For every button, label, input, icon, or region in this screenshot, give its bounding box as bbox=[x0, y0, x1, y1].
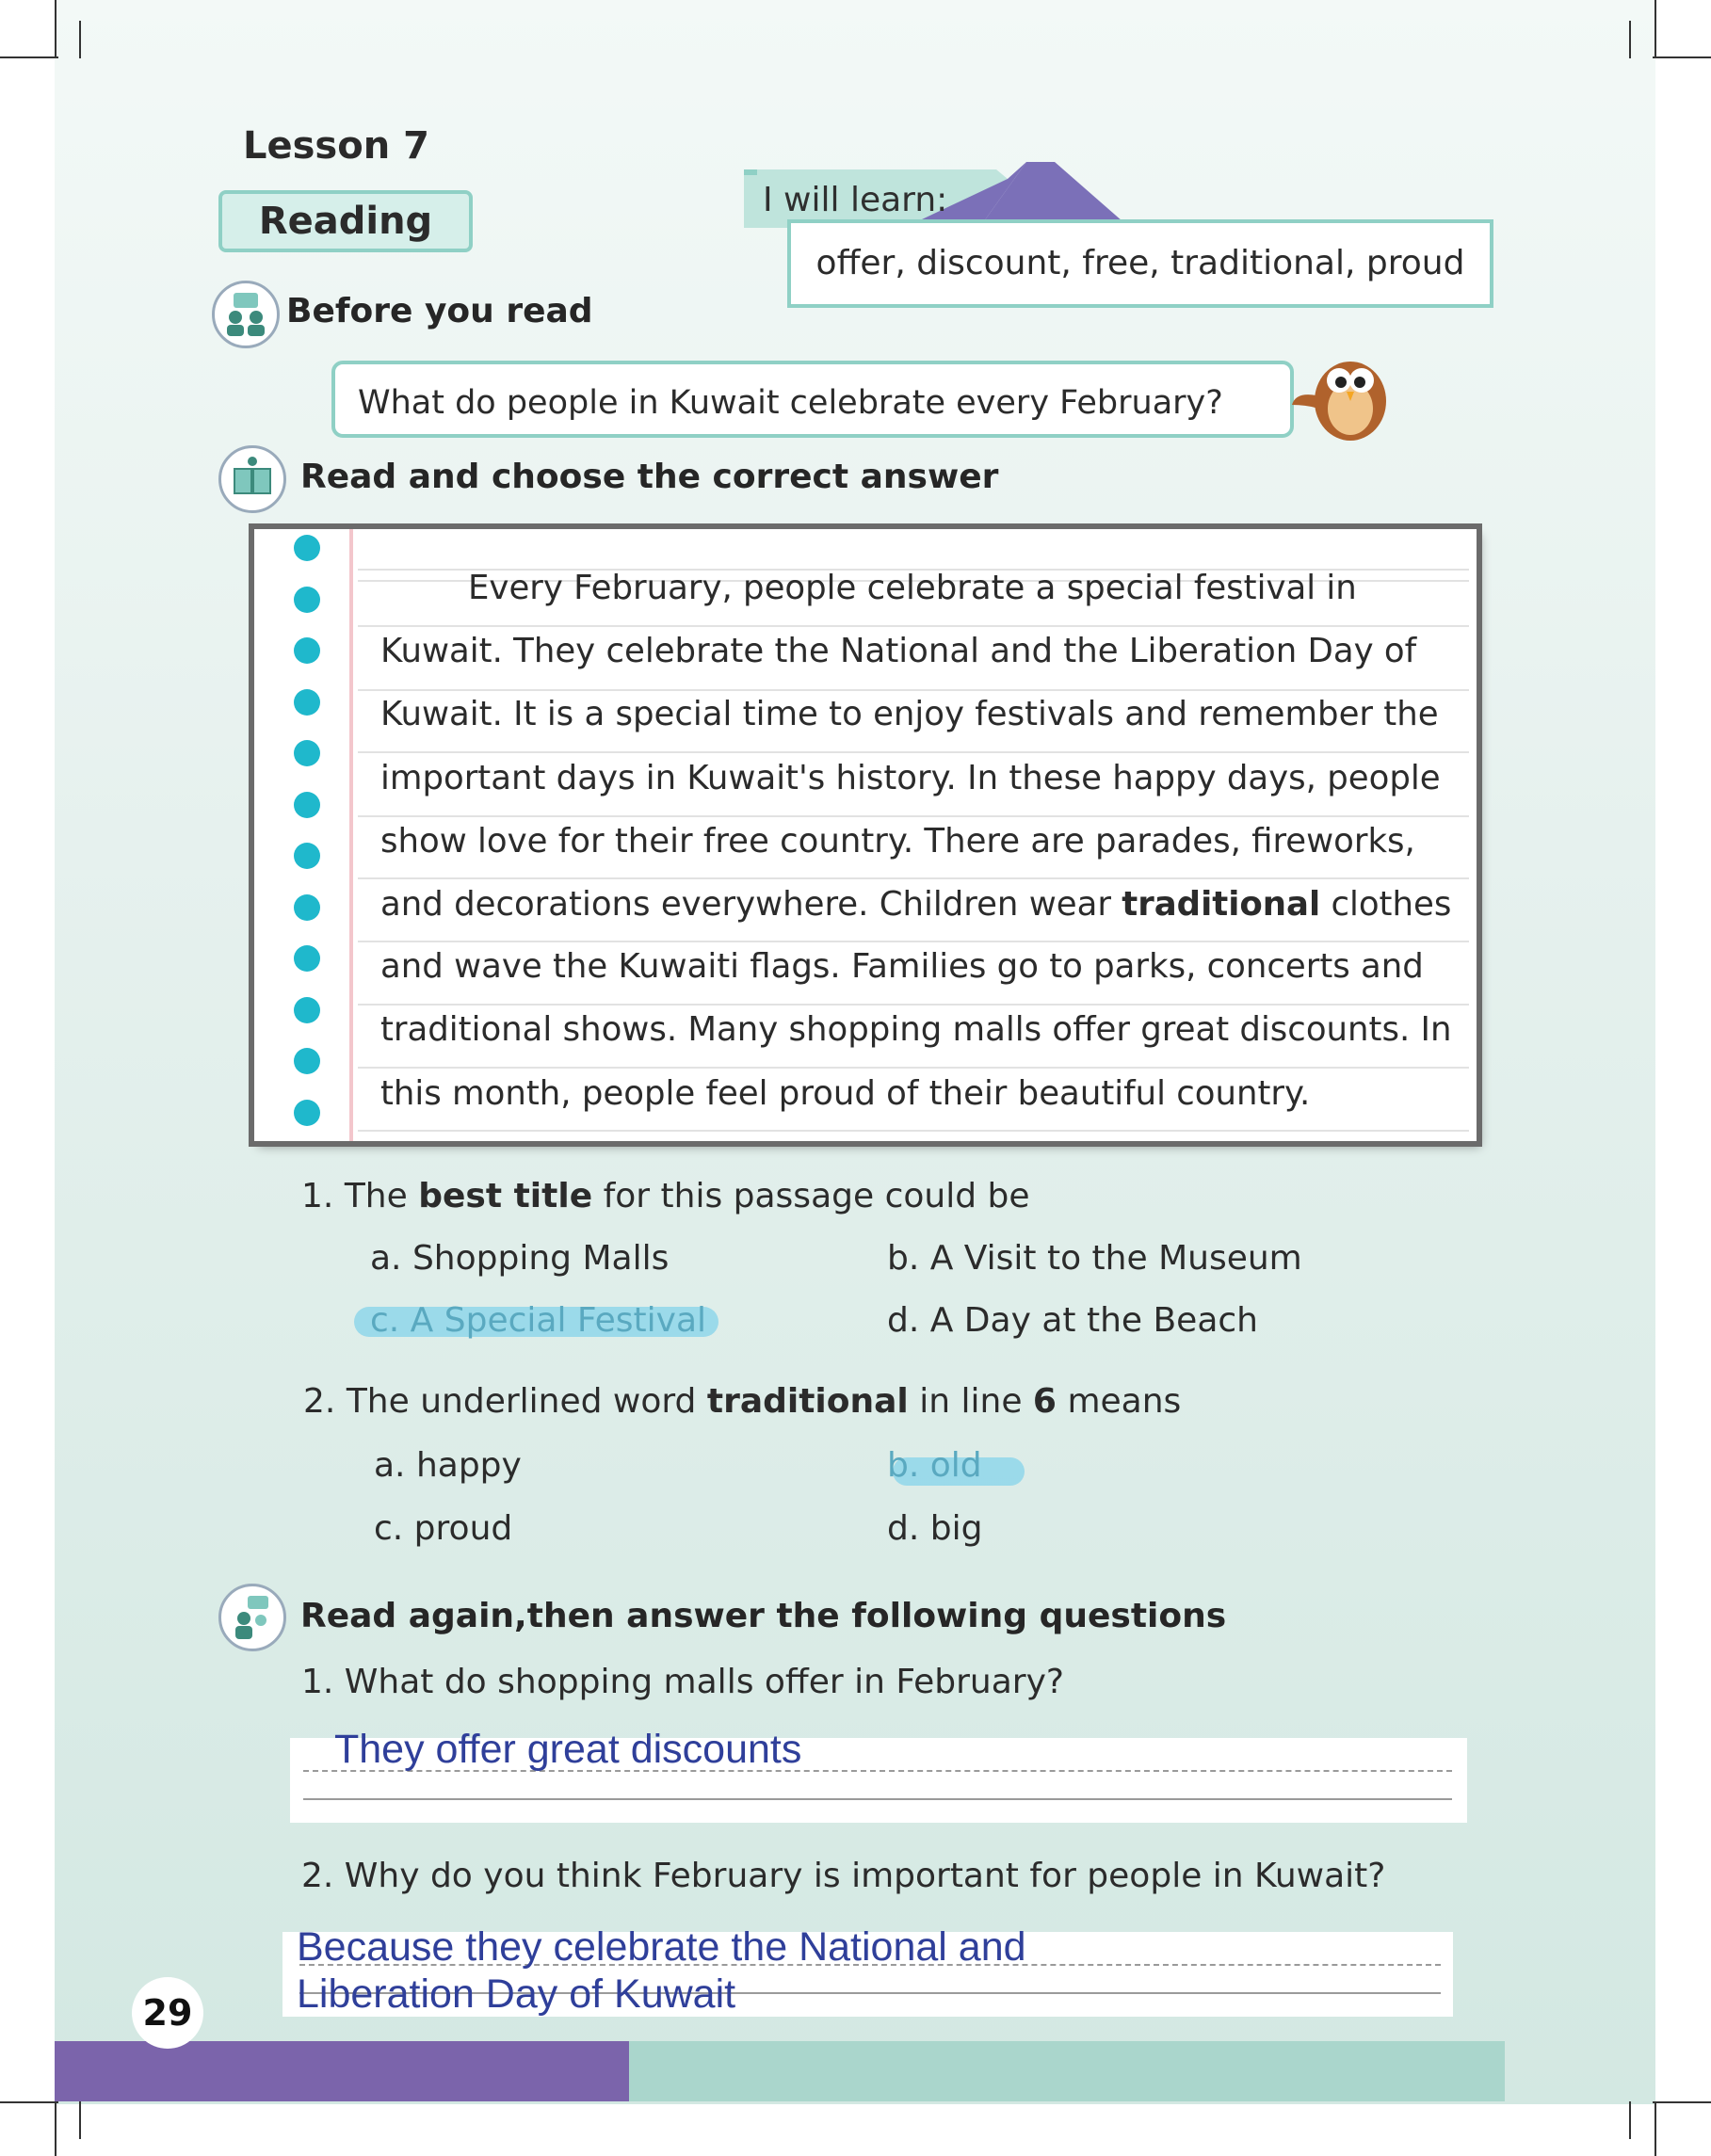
open-question-2: 2. Why do you think February is important for people in Kuwait? bbox=[301, 1857, 1386, 1895]
notebook-rule bbox=[358, 877, 1469, 879]
handwritten-answer-1: They offer great discounts bbox=[334, 1727, 802, 1772]
crop-mark bbox=[1655, 2101, 1656, 2156]
question-number: 2. bbox=[303, 1382, 336, 1421]
mcq1-option-d[interactable]: d. A Day at the Beach bbox=[887, 1301, 1258, 1340]
passage-text: and decorations everywhere. Children wear bbox=[380, 885, 1111, 924]
footer-bar-purple bbox=[55, 2041, 629, 2101]
notebook-rule bbox=[358, 941, 1469, 942]
crop-mark bbox=[1629, 2101, 1631, 2139]
crop-mark bbox=[79, 2101, 81, 2139]
lesson-title: Lesson 7 bbox=[243, 124, 429, 168]
notebook-rule bbox=[358, 1067, 1469, 1069]
crop-mark bbox=[55, 0, 56, 58]
read-again-heading: Read again,then answer the following questions bbox=[300, 1597, 1227, 1635]
footer-bar-teal bbox=[629, 2041, 1505, 2101]
mcq-question-1 bbox=[301, 1177, 1030, 1215]
notebook-ring-dot bbox=[294, 843, 320, 869]
page-number: 29 bbox=[132, 1977, 203, 2049]
question-keyword: best title bbox=[418, 1177, 593, 1215]
question-keyword: traditional bbox=[706, 1382, 909, 1421]
mcq1-option-b[interactable]: b. A Visit to the Museum bbox=[887, 1239, 1302, 1278]
notebook-rule bbox=[358, 689, 1469, 691]
question-text: means bbox=[1067, 1382, 1182, 1421]
notebook-margin-line bbox=[349, 529, 353, 1141]
passage-line: and wave the Kuwaiti flags. Families go to parks, concerts and bbox=[380, 947, 1424, 986]
open-question-1: 1. What do shopping malls offer in February? bbox=[301, 1663, 1064, 1701]
notebook-ring-dot bbox=[294, 792, 320, 818]
question-text: for this passage could be bbox=[603, 1177, 1030, 1215]
owl-mascot-icon bbox=[1288, 339, 1394, 444]
passage-line: Kuwait. It is a special time to enjoy festivals and remember the bbox=[380, 695, 1439, 733]
question-text: in line bbox=[919, 1382, 1023, 1421]
question-text: The bbox=[344, 1177, 408, 1215]
notebook-ring-dot bbox=[294, 740, 320, 766]
question-text: The underlined word bbox=[346, 1382, 697, 1421]
learn-words: offer, discount, free, traditional, proud bbox=[787, 219, 1493, 308]
passage-line: show love for their free country. There are parades, fireworks, bbox=[380, 822, 1415, 861]
crop-mark bbox=[0, 56, 58, 58]
notebook-ring-dot bbox=[294, 637, 320, 664]
learn-label: I will learn: bbox=[763, 181, 948, 219]
notebook-rule bbox=[358, 1130, 1469, 1132]
reading-book-icon bbox=[218, 445, 286, 513]
notebook-ring-dot bbox=[294, 997, 320, 1023]
crop-mark bbox=[1655, 0, 1656, 58]
mcq2-option-d[interactable]: d. big bbox=[887, 1509, 983, 1548]
question-number: 1. bbox=[301, 1177, 334, 1215]
before-read-question: What do people in Kuwait celebrate every February? bbox=[331, 361, 1294, 438]
passage-line: important days in Kuwait's history. In these happy days, people bbox=[380, 759, 1441, 797]
mcq-question-2 bbox=[303, 1382, 1181, 1421]
notebook-ring-dot bbox=[294, 945, 320, 972]
crop-mark bbox=[55, 2101, 56, 2156]
mcq1-option-a[interactable]: a. Shopping Malls bbox=[370, 1239, 670, 1278]
notebook-ring-dot bbox=[294, 535, 320, 561]
discussion-icon bbox=[218, 1584, 286, 1651]
crop-mark bbox=[1629, 21, 1631, 58]
passage-line: this month, people feel proud of their beautiful country. bbox=[380, 1074, 1311, 1113]
passage-text: clothes bbox=[1331, 885, 1452, 924]
passage-line: traditional shows. Many shopping malls offer great discounts. In bbox=[380, 1010, 1452, 1049]
notebook-ring-dot bbox=[294, 1048, 320, 1074]
notebook-ring-dot bbox=[294, 894, 320, 921]
before-you-read-heading: Before you read bbox=[286, 292, 593, 330]
question-keyword: 6 bbox=[1032, 1382, 1057, 1421]
notebook-rule bbox=[358, 625, 1469, 627]
notebook-ring-dot bbox=[294, 689, 320, 716]
crop-mark bbox=[1653, 2101, 1711, 2103]
notebook-rule bbox=[358, 815, 1469, 817]
passage-line bbox=[380, 885, 1451, 924]
passage-line: Every February, people celebrate a special festival in bbox=[468, 569, 1357, 607]
mcq2-option-c[interactable]: c. proud bbox=[374, 1509, 513, 1548]
handwritten-answer-2: Liberation Day of Kuwait bbox=[297, 1971, 736, 2017]
mcq2-option-a[interactable]: a. happy bbox=[374, 1446, 522, 1485]
notebook-ring-dot bbox=[294, 1100, 320, 1126]
mcq2-option-b[interactable]: b. old bbox=[887, 1446, 982, 1485]
discussion-icon bbox=[212, 281, 280, 348]
notebook-rule bbox=[358, 1004, 1469, 1006]
notebook-ring-dot bbox=[294, 587, 320, 613]
read-choose-heading: Read and choose the correct answer bbox=[300, 458, 999, 496]
reading-badge: Reading bbox=[218, 190, 473, 252]
mcq1-option-c[interactable]: c. A Special Festival bbox=[370, 1301, 707, 1340]
crop-mark bbox=[0, 2101, 58, 2103]
crop-mark bbox=[79, 21, 81, 58]
passage-keyword: traditional bbox=[1122, 885, 1321, 924]
handwritten-answer-2: Because they celebrate the National and bbox=[297, 1924, 1026, 1970]
passage-line: Kuwait. They celebrate the National and the Liberation Day of bbox=[380, 632, 1417, 670]
answer-line bbox=[303, 1798, 1452, 1800]
crop-mark bbox=[1653, 56, 1711, 58]
notebook-rule bbox=[358, 751, 1469, 753]
